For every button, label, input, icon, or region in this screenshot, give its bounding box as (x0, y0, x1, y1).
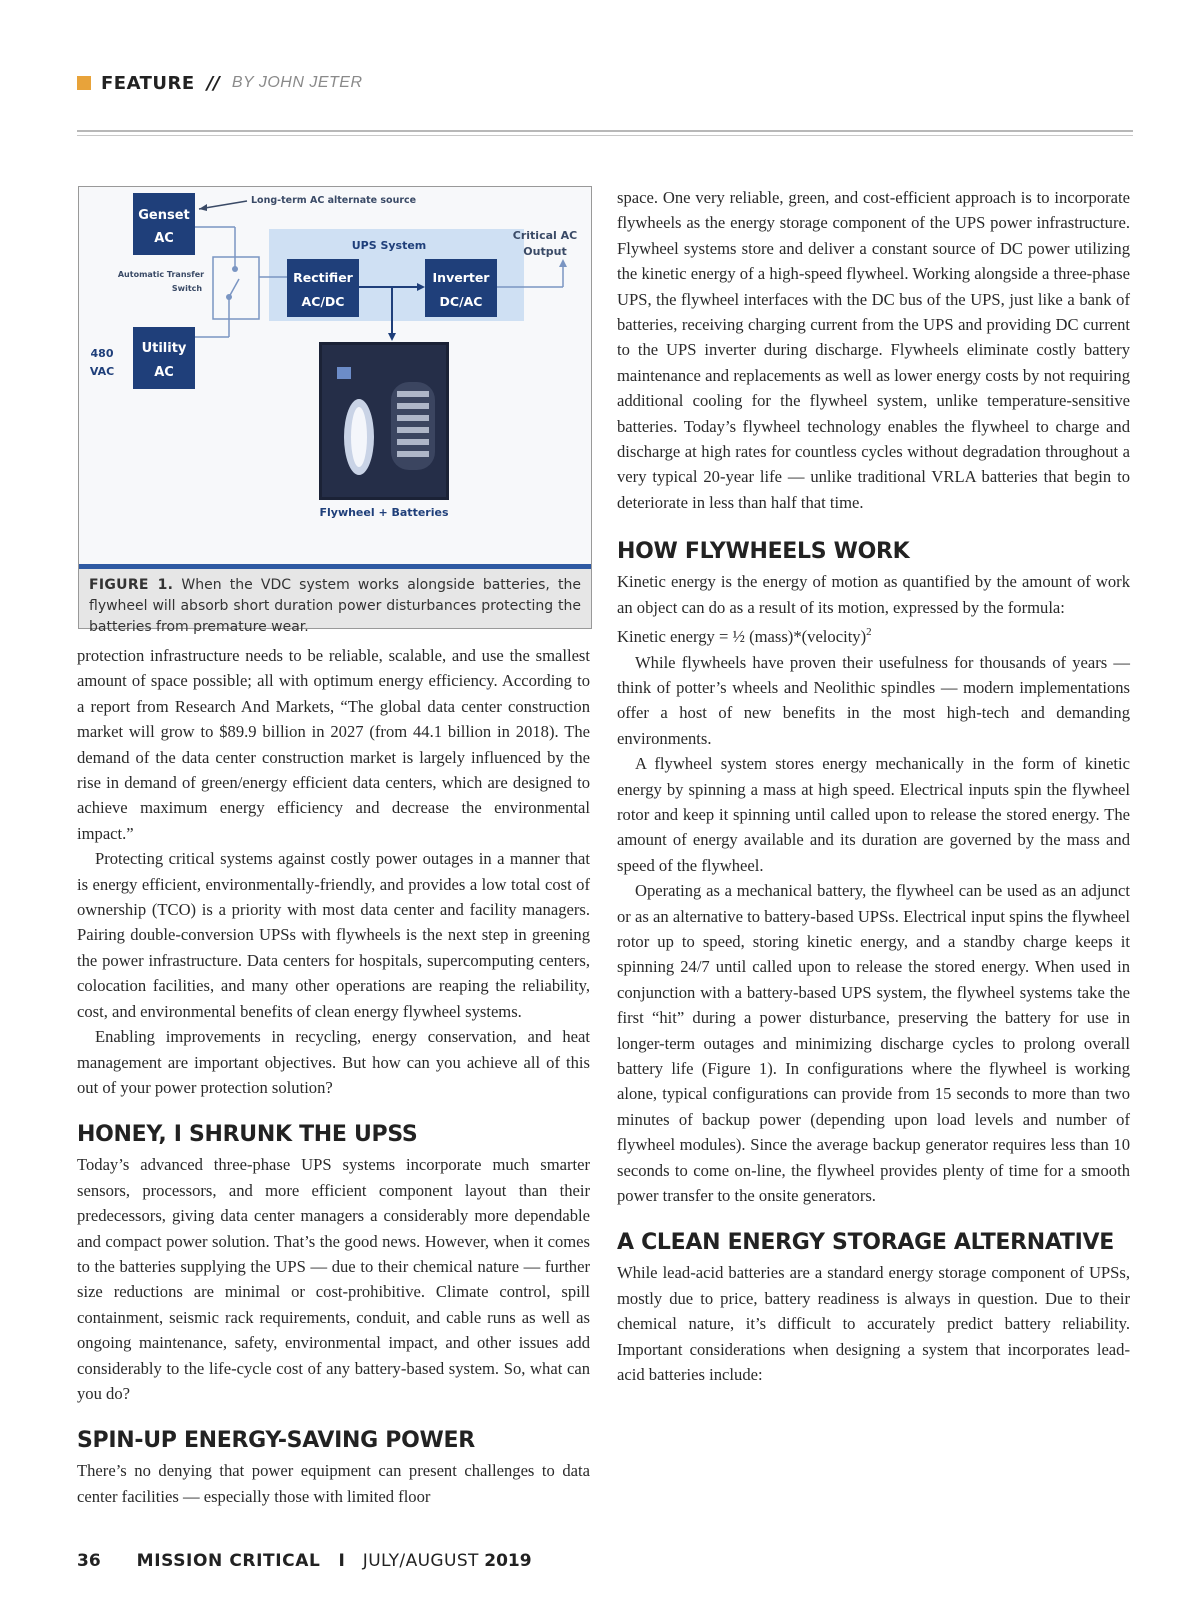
figure-caption-text: When the VDC system works alongside batteries, the flywheel will absorb short duration power disturbances protecting the batteries from premature wear. (89, 577, 581, 635)
right-column (617, 185, 1130, 1387)
inverter-label-1: Inverter (432, 270, 490, 285)
body-paragraph: Kinetic energy is the energy of motion as quantified by the amount of work an object can do as a result of its motion, expressed by the formula: (617, 572, 1130, 617)
ats-label-2: Switch (171, 284, 203, 293)
utility-label-1: Utility (141, 341, 187, 356)
body-paragraph: space. One very reliable, green, and cost-efficient approach is to incorporate flywheels as the energy storage component of the UPS power infrastructure. Flywheel systems store and deliver a constant source of DC power utilizing the kinetic energy of a high-speed flywheel. Working alongside a three-phase UPS, the flywheel interfaces with the DC bus of the UPS, just like a bank of batteries, receiving charging current from the UPS and providing DC current to the UPS inverter during discharge. Flywheels eliminate costly battery maintenance and replacements as well as lower energy costs by not requiring additional cooling for the flywheel system, unlike temperature-sensitive batteries. Today’s flywheel technology enables the flywheel to charge and discharge at high rates for countless cycles without degradation throughout a very typical 20-year life — unlike traditional VRLA batteries that begin to deteriorate in less than half that time. (617, 188, 1130, 512)
longterm-label: Long-term AC alternate source (251, 195, 417, 206)
ups-system-label: UPS System (351, 239, 427, 252)
page-footer (77, 1548, 532, 1574)
battery-rack-icon (391, 382, 435, 470)
body-paragraph: Today’s advanced three-phase UPS systems incorporate much smarter sensors, processors, and more efficient component layout than their predecessors, giving data center managers a considerably more dependable and compact power solution. That’s the good news. However, when it comes to the batteries supplying the UPS — due to their chemical nature — further size reductions are minimal or cost-prohibitive. Climate control, spill containment, seismic rack requirements, conduit, and cable runs as well as ongoing maintenance, safety, environmental impact, and other issues add considerably to the life-cycle cost of any battery-based system. So, what can you do? (77, 1155, 590, 1403)
header-rule (77, 130, 1133, 132)
rectifier-label-1: Rectifier (293, 270, 353, 285)
inverter-label-2: DC/AC (439, 294, 483, 309)
figure-caption (79, 564, 591, 635)
body-paragraph: Protecting critical systems against costly power outages in a manner that is energy efficient, environmentally-friendly, and provides a low total cost of ownership (TCO) is a priority with most data center and facility managers. Pairing double-conversion UPSs with flywheels is the next step in greening the power infrastructure. Data centers for hospitals, supercomputing centers, colocation facilities, and many other operations are reaping the reliability, cost, and environmental benefits of clean energy flywheel systems. (77, 849, 590, 1021)
subheading: HOW FLYWHEELS WORK (617, 539, 910, 565)
section-label: FEATURE (101, 72, 195, 94)
utility-label-2: AC (154, 365, 174, 380)
section-header (77, 70, 363, 96)
formula (617, 620, 1130, 649)
subheading: SPIN-UP ENERGY-SAVING POWER (77, 1428, 475, 1454)
body-paragraph: Operating as a mechanical battery, the flywheel can be used as an adjunct or as an alternative to battery-based UPSs. Electrical input spins the flywheel rotor up to speed, storing kinetic energy, and a standby charge keeps it spinning 24/7 until called upon to release the stored energy. When used in conjunction with a battery-based UPS system, the flywheel systems take the first “hit” during a power disturbance, preserving the battery for use in longer-term outages and minimizing discharge cycles to prolong overall battery life (Figure 1). In configurations where the flywheel is working alone, typical configurations can provide from 15 seconds to more than two minutes of backup power (depending upon load levels and number of flywheel modules). Since the average backup generator requires less than 10 seconds to come on-line, the flywheel provides plenty of time for a smooth power transfer to the onsite generators. (617, 881, 1130, 1206)
genset-label-2: AC (154, 231, 174, 246)
issue-date: JULY/AUGUST (362, 1551, 479, 1571)
body-paragraph: protection infrastructure needs to be reliable, scalable, and use the smallest amount of space possible; all with optimum energy efficiency. According to a report from Research And Markets, “The global data center construction market will grow to $89.9 billion in 2027 (from 44.1 billion in 2018). The demand of the data center construction market is largely influenced by the rise in demand of green/energy efficient data centers, which are designed to achieve maximum energy efficiency and decrease the environmental impact.” (77, 646, 590, 843)
subheading: A CLEAN ENERGY STORAGE ALTERNATIVE (617, 1230, 1114, 1256)
header-rule-thin (77, 135, 1133, 136)
ats-label-1: Automatic Transfer (117, 270, 205, 279)
rectifier-label-2: AC/DC (301, 294, 345, 309)
byline: BY JOHN JETER (231, 74, 363, 91)
ups-diagram (79, 187, 591, 567)
vac-label-1: 480 (90, 347, 114, 360)
left-column (77, 643, 590, 1509)
critical-label-2: Output (523, 245, 567, 258)
formula-text: Kinetic energy = ½ (mass)*(velocity) (617, 627, 867, 647)
flywheel-label: Flywheel + Batteries (319, 506, 449, 519)
figure-caption-label: FIGURE 1. (89, 577, 174, 593)
figure-1 (78, 186, 592, 635)
body-paragraph: Enabling improvements in recycling, energy conservation, and heat management are important objectives. But how can you achieve all of this out of your power protection solution? (77, 1027, 590, 1097)
section-marker-icon (77, 76, 91, 90)
header-separator: // (206, 72, 220, 94)
body-paragraph: A flywheel system stores energy mechanically in the form of kinetic energy by spinning a mass at high speed. Electrical inputs spin the flywheel rotor and keep it spinning until called upon to release the stored energy. The amount of energy available and its duration are governed by the mass and speed of the flywheel. (617, 754, 1130, 875)
formula-exponent: 2 (866, 626, 872, 639)
footer-separator: I (338, 1551, 345, 1571)
vac-label-2: VAC (89, 365, 115, 378)
body-paragraph: While flywheels have proven their usefulness for thousands of years — think of potter’s wheels and Neolithic spindles — modern implementations offer a host of new benefits in the most high-tech and demanding environments. (617, 652, 1130, 748)
issue-year: 2019 (484, 1551, 532, 1571)
subheading: HONEY, I SHRUNK THE UPSS (77, 1122, 418, 1148)
genset-label-1: Genset (138, 208, 190, 223)
page-number: 36 (77, 1551, 101, 1571)
magazine-title: MISSION CRITICAL (136, 1551, 321, 1571)
critical-label-1: Critical AC (512, 229, 578, 242)
body-paragraph: There’s no denying that power equipment can present challenges to data center facilities — especially those with limited floor (77, 1461, 590, 1506)
body-paragraph: While lead-acid batteries are a standard energy storage component of UPSs, mostly due to price, battery readiness is always in question. Due to their chemical nature, it’s difficult to accurately predict battery reliability. Important considerations when designing a system that incorporates lead-acid batteries include: (617, 1263, 1130, 1385)
